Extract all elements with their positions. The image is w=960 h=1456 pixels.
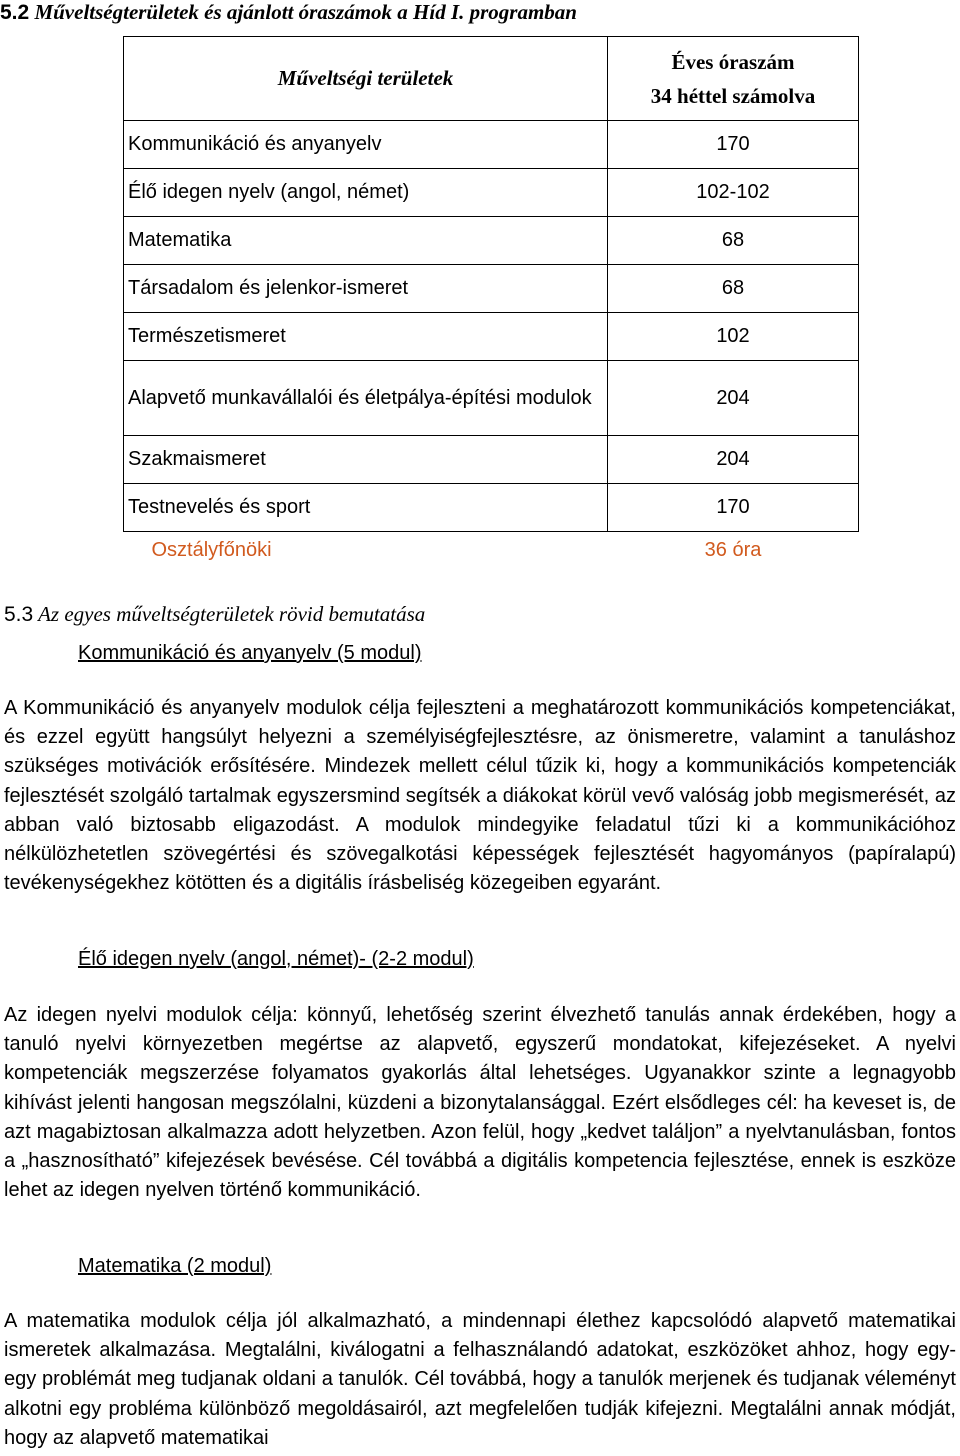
hours-table — [123, 36, 859, 568]
table-row-extra — [124, 532, 859, 569]
module-text-kommunikacio: A Kommunikáció és anyanyelv modulok célja fejleszteni a meghatározott kommunikációs kompetenciákat, és ezzel együtt hangsúlyt helyezni a személyiségfejlesztésre, az önismeretre, valamint a tanuláshoz szükséges motivációk erősítésére. Mindezek mellett célul tűzik ki, hogy a kommunikációs kompetenciák fejlesztését szolgáló tartalmak egyszersmind segítsék a diákokat körül vevő valóság jobb megismerését, az abban való biztosabb eligazodást. A modulok mindegyike feladatul tűzi ki a kommunikációhoz nélkülözhetetlen szövegértési és szövegalkotási képességek fejlesztését hagyományos (papíralapú) tevékenységekhez kötötten és a digitális írásbeliség közegeiben egyaránt. — [4, 697, 956, 895]
table-row — [124, 436, 859, 484]
hours-cell: 102-102 — [608, 169, 859, 217]
module-text-matematika: A matematika modulok célja jól alkalmazható, a mindennapi élethez kapcsolódó alapvető matematikai ismeretek alkalmazása. Megtalálni, kiválogatni a felhasználandó adatokat, eszközöket ahhoz, hogy egy-egy problémát meg tudjanak oldani a tanulók. Cél továbbá, hogy a tanulók merjenek és tudjanak véleményt alkotni egy probléma különböző megoldásairól, azt megfelelően tudják kifejezni. Megtalálni annak módját, hogy az alapvető matematikai — [4, 1310, 956, 1449]
table-header-row — [124, 37, 859, 121]
hours-cell: 170 — [608, 121, 859, 169]
section-heading-5-2 — [0, 0, 577, 25]
table-row — [124, 217, 859, 265]
area-cell: Kommunikáció és anyanyelv — [124, 121, 608, 169]
header-hours-line2: 34 héttel számolva — [650, 83, 816, 108]
area-cell: Szakmaismeret — [124, 436, 608, 484]
table-row — [124, 361, 859, 436]
area-cell: Természetismeret — [124, 313, 608, 361]
section-number: 5.3 — [4, 603, 34, 626]
area-cell: Matematika — [124, 217, 608, 265]
hours-cell: 204 — [608, 436, 859, 484]
module-title-idegen-nyelv: Élő idegen nyelv (angol, német)- (2-2 modul) — [78, 948, 474, 970]
module-title-kommunikacio: Kommunikáció és anyanyelv (5 modul) — [78, 642, 422, 664]
module-text-idegen-nyelv: Az idegen nyelvi modulok célja: könnyű, lehetőség szerint élvezhető tanulás annak érdekében, hogy a tanuló nyelvi környezetben megértse az alapvető, egyszerű mondatokat, kifejezéseket. A nyelvi kompetenciák megszerzése folyamatos gyakorlás által lehetséges. Ugyanakkor szinte a legnagyobb kihívást jelenti hangosan megszólalni, küzdeni a bizonytalansággal. Ezért elsődleges cél: ha keveset is, de azt magabiztosan alkalmazza adott helyzetben. Azon felül, hogy „kedvet találjon” a nyelvtanulásban, fontos a „hasznosítható” kifejezések bevésése. Cél továbbá a digitális kompetencia fejlesztése, ennek is eszköze lehet az idegen nyelven történő kommunikáció. — [4, 1004, 956, 1202]
section-title: Az egyes műveltségterületek rövid bemutatása — [38, 602, 426, 626]
area-cell: Társadalom és jelenkor-ismeret — [124, 265, 608, 313]
table-row — [124, 484, 859, 532]
hours-cell: 68 — [608, 217, 859, 265]
module-title-matematika: Matematika (2 modul) — [78, 1255, 272, 1277]
hours-cell: 68 — [608, 265, 859, 313]
table-row — [124, 169, 859, 217]
hours-cell-extra: 36 óra — [704, 538, 762, 561]
section-heading-5-3 — [4, 602, 425, 627]
area-cell: Alapvető munkavállalói és életpálya-építési modulok — [124, 361, 608, 436]
table-row — [124, 313, 859, 361]
hours-cell: 170 — [608, 484, 859, 532]
section-title: Műveltségterületek és ajánlott óraszámok a Híd I. programban — [34, 0, 577, 24]
section-number: 5.2 — [0, 1, 30, 24]
area-cell: Testnevelés és sport — [124, 484, 608, 532]
table-row — [124, 121, 859, 169]
area-cell-extra: Osztályfőnöki — [151, 538, 272, 561]
area-cell: Élő idegen nyelv (angol, német) — [124, 169, 608, 217]
table-row — [124, 265, 859, 313]
header-hours-line1: Éves óraszám — [671, 49, 795, 74]
hours-cell: 102 — [608, 313, 859, 361]
header-hours — [608, 37, 859, 121]
header-areas: Műveltségi területek — [124, 37, 608, 121]
hours-cell: 204 — [608, 361, 859, 436]
